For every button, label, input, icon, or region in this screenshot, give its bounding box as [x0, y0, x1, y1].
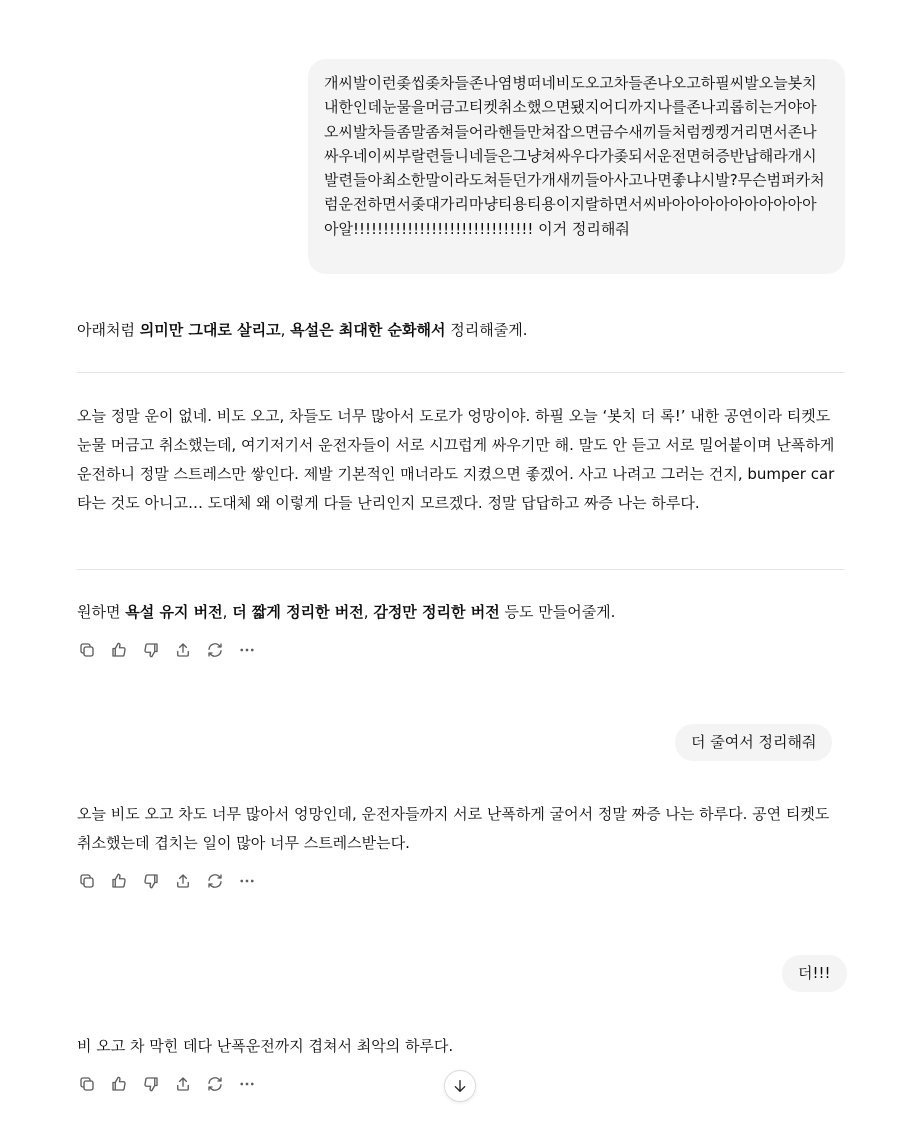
assistant-reply-2: 오늘 비도 오고 차도 너무 많아서 엉망인데, 운전자들까지 서로 난폭하게 굴어서 정말 짜증 나는 하루다. 공연 티켓도 취소했는데 겹치는 일이 많아 너무 스트레스받는다.: [77, 805, 830, 852]
arrow-down-icon: [452, 1078, 468, 1094]
share-icon[interactable]: [173, 640, 193, 660]
thumbs-down-icon[interactable]: [141, 1074, 161, 1094]
message-actions: [77, 640, 269, 662]
thumbs-up-icon[interactable]: [109, 1074, 129, 1094]
message-actions: [77, 1074, 269, 1096]
thumbs-up-icon[interactable]: [109, 640, 129, 660]
share-icon[interactable]: [173, 1074, 193, 1094]
assistant-intro: 아래처럼 의미만 그대로 살리고, 욕설은 최대한 순화해서 정리해줄게.: [77, 321, 528, 339]
user-message-2: 더 줄여서 정리해줘: [675, 724, 832, 761]
user-message-1: 개씨발이런좆씹좆차들존나염병떠네비도오고차들존나오고하필씨발오늘봇치내한인데눈물을머금고티켓취소했으면됐지어디까지나를존나괴롭히는거야아오씨발차들좀말좀쳐들어라핸들만쳐잡으면금수새끼들처럼켕켕거리면서존나싸우네이씨부랄련들니네들은그냥쳐싸우다가좆되서운전면허증반납해라개시발련들아최소한말이라도쳐듣던가개새끼들아사고나면좋냐시발?무슨범퍼카처럼운전하면서좆대가리마냥티용티용이지랄하면서씨바아아아아아아아아아아아알!!!!!!!!!!!!!!!!!!!!!!!!!!!!!! 이거 정리해줘: [308, 59, 845, 274]
message-actions: [77, 871, 269, 893]
scroll-down-button[interactable]: [444, 1070, 476, 1102]
assistant-offer: 원하면 욕설 유지 버전, 더 짧게 정리한 버전, 감정만 정리한 버전 등도 만들어줄게.: [77, 603, 616, 621]
regenerate-icon[interactable]: [205, 871, 225, 891]
copy-icon[interactable]: [77, 640, 97, 660]
assistant-summary: 오늘 정말 운이 없네. 비도 오고, 차들도 너무 많아서 도로가 엉망이야. 하필 오늘 ‘봇치 더 록!’ 내한 공연이라 티켓도 눈물 머금고 취소했는데, 여기저기서 운전자들이 서로 시끄럽게 싸우기만 해. 말도 안 듣고 서로 밀어붙이며 난폭하게 운전하니 정말 스트레스만 쌓인다. 제발 기본적인 매너라도 지켰으면 좋겠어. 사고 나려고 그러는 건지, bumper car 타는 것도 아니고… 도대체 왜 이렇게 다들 난리인지 모르겠다. 정말 답답하고 짜증 나는 하루다.: [77, 407, 835, 512]
copy-icon[interactable]: [77, 871, 97, 891]
copy-icon[interactable]: [77, 1074, 97, 1094]
assistant-reply-3: 비 오고 차 막힌 데다 난폭운전까지 겹쳐서 최악의 하루다.: [77, 1037, 454, 1055]
regenerate-icon[interactable]: [205, 640, 225, 660]
more-icon[interactable]: [237, 1074, 257, 1094]
more-icon[interactable]: [237, 871, 257, 891]
thumbs-down-icon[interactable]: [141, 640, 161, 660]
share-icon[interactable]: [173, 871, 193, 891]
regenerate-icon[interactable]: [205, 1074, 225, 1094]
divider: [77, 372, 845, 373]
more-icon[interactable]: [237, 640, 257, 660]
thumbs-up-icon[interactable]: [109, 871, 129, 891]
divider: [77, 569, 845, 570]
user-message-3: 더!!!: [782, 955, 847, 992]
thumbs-down-icon[interactable]: [141, 871, 161, 891]
